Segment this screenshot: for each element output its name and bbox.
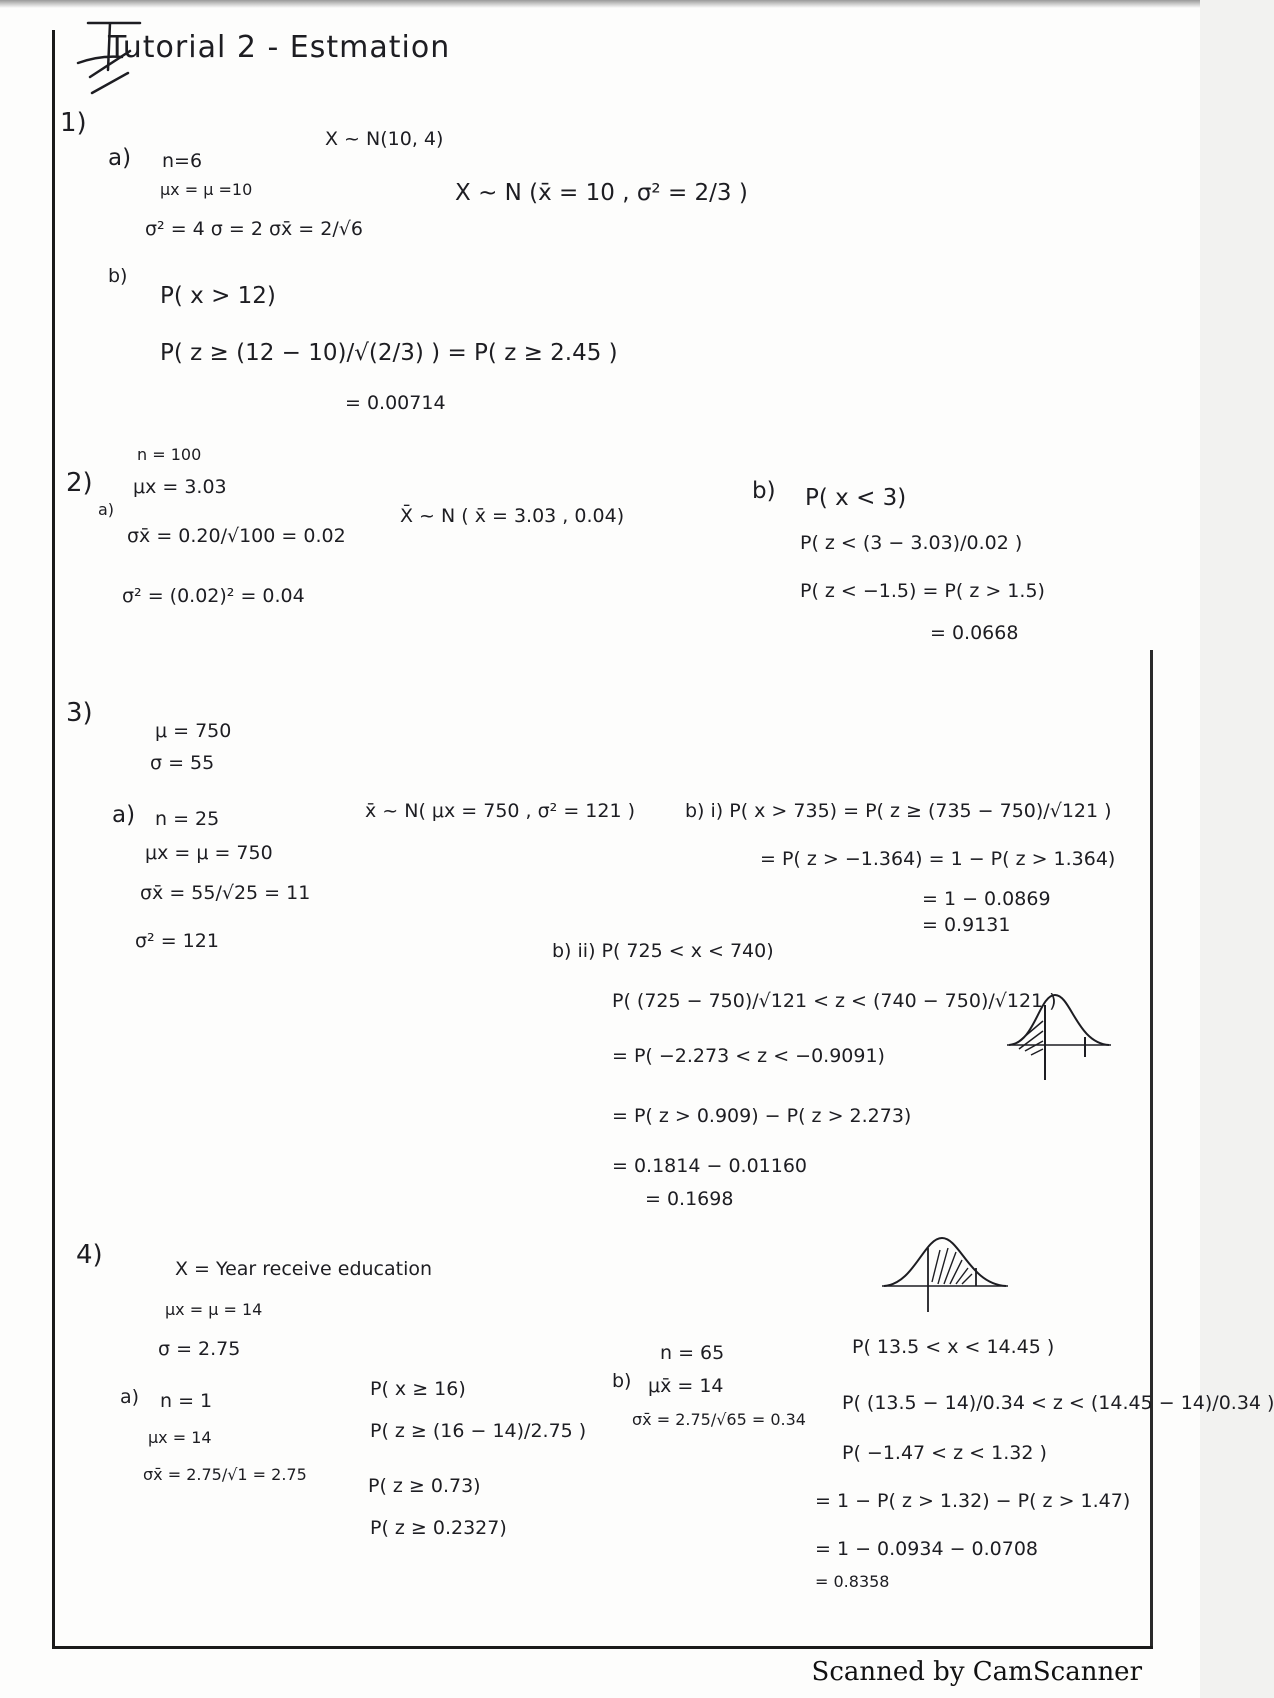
q2-b-line3: P( z < −1.5) = P( z > 1.5) <box>800 580 1045 602</box>
q3-bii-line6: = 0.1698 <box>645 1188 734 1210</box>
q4-b-p6: = 0.8358 <box>815 1572 890 1591</box>
q4-mu: μx = μ = 14 <box>165 1300 263 1319</box>
q1-b-label: b) <box>108 265 128 287</box>
q3-a-sigma-x: σx̄ = 55/√25 = 11 <box>140 882 311 904</box>
q1-b-line2: P( z ≥ (12 − 10)/√(2/3) ) = P( z ≥ 2.45 ) <box>160 340 618 366</box>
q2-mu: μx = 3.03 <box>133 476 227 498</box>
q1-dist-given: X ~ N(10, 4) <box>325 128 444 150</box>
q3-mu: μ = 750 <box>155 720 232 742</box>
q1-b-line3: = 0.00714 <box>345 392 446 414</box>
q4-a-mu: μx = 14 <box>148 1428 212 1447</box>
q1-dist-sample: X ~ N (x̄ = 10 , σ² = 2/3 ) <box>455 180 748 206</box>
q3-sigma: σ = 55 <box>150 752 215 774</box>
q4-sigma: σ = 2.75 <box>158 1338 241 1360</box>
q2-b-line1: P( x < 3) <box>805 485 907 511</box>
q2-b-line4: = 0.0668 <box>930 622 1019 644</box>
q3-a-var: σ² = 121 <box>135 930 219 952</box>
q4-b-sigma-x: σx̄ = 2.75/√65 = 0.34 <box>632 1410 806 1429</box>
q2-sigma-sq: σ² = (0.02)² = 0.04 <box>122 585 305 607</box>
q4-b-n: n = 65 <box>660 1342 725 1364</box>
scan-shadow <box>0 0 1200 8</box>
q1-sigma: σ² = 4 σ = 2 σx̄ = 2/√6 <box>145 218 363 240</box>
q1-number: 1) <box>60 108 87 138</box>
page-title: Tutorial 2 - Estmation <box>108 30 451 65</box>
q1-a-label: a) <box>108 145 132 171</box>
page-edge-bottom <box>52 1646 1153 1649</box>
q4-b-p2: P( (13.5 − 14)/0.34 < z < (14.45 − 14)/0.34 ) <box>842 1392 1274 1414</box>
q4-b-p3: P( −1.47 < z < 1.32 ) <box>842 1442 1047 1464</box>
q2-n: n = 100 <box>137 445 202 464</box>
q3-bi-line3: = 1 − 0.0869 <box>922 888 1051 910</box>
q1-mu: μx = μ =10 <box>160 180 253 199</box>
q2-sigma-x: σx̄ = 0.20/√100 = 0.02 <box>127 525 346 547</box>
q3-bi-line2: = P( z > −1.364) = 1 − P( z > 1.364) <box>760 848 1116 870</box>
q4-a-n: n = 1 <box>160 1390 213 1412</box>
q1-n: n=6 <box>162 150 203 172</box>
q2-a-label: a) <box>98 500 115 519</box>
q3-number: 3) <box>66 698 93 728</box>
q3-bii-line4: = P( z > 0.909) − P( z > 2.273) <box>612 1105 912 1127</box>
q2-number: 2) <box>66 468 93 498</box>
q3-bii-line5: = 0.1814 − 0.01160 <box>612 1155 808 1177</box>
q2-b-line2: P( z < (3 − 3.03)/0.02 ) <box>800 532 1023 554</box>
q4-b-mu: μx̄ = 14 <box>648 1375 724 1397</box>
q4-a-sigma-x: σx̄ = 2.75/√1 = 2.75 <box>143 1465 307 1484</box>
q3-bi-line1: b) i) P( x > 735) = P( z ≥ (735 − 750)/√121 ) <box>685 800 1112 822</box>
q1-b-line1: P( x > 12) <box>160 283 276 309</box>
q3-a-mu: μx = μ = 750 <box>145 842 273 864</box>
q4-a-p3: P( z ≥ 0.73) <box>368 1475 481 1497</box>
q4-x-def: X = Year receive education <box>175 1258 433 1280</box>
normal-curve-sketch-1 <box>1005 985 1115 1085</box>
page-edge-left <box>52 30 55 1648</box>
q4-a-p2: P( z ≥ (16 − 14)/2.75 ) <box>370 1420 587 1442</box>
q3-bii-line1: b) ii) P( 725 < x < 740) <box>552 940 774 962</box>
q4-number: 4) <box>76 1240 103 1270</box>
q4-a-p1: P( x ≥ 16) <box>370 1378 466 1400</box>
page-edge-right <box>1150 650 1153 1648</box>
q4-b-label: b) <box>612 1370 632 1392</box>
q3-a-label: a) <box>112 802 136 828</box>
q2-dist: X̄ ~ N ( x̄ = 3.03 , 0.04) <box>400 505 625 527</box>
q4-b-p1: P( 13.5 < x < 14.45 ) <box>852 1336 1055 1358</box>
q3-bii-line2: P( (725 − 750)/√121 < z < (740 − 750)/√121 ) <box>612 990 1057 1012</box>
q3-a-n: n = 25 <box>155 808 220 830</box>
q4-b-p5: = 1 − 0.0934 − 0.0708 <box>815 1538 1039 1560</box>
q4-b-p4: = 1 − P( z > 1.32) − P( z > 1.47) <box>815 1490 1131 1512</box>
normal-curve-sketch-2 <box>880 1228 1010 1318</box>
q3-dist: x̄ ~ N( μx = 750 , σ² = 121 ) <box>365 800 635 822</box>
q4-a-p4: P( z ≥ 0.2327) <box>370 1517 507 1539</box>
q4-a-label: a) <box>120 1386 140 1408</box>
scanner-watermark: Scanned by CamScanner <box>811 1657 1142 1687</box>
q2-b-label: b) <box>752 478 776 504</box>
q3-bii-line3: = P( −2.273 < z < −0.9091) <box>612 1045 885 1067</box>
q3-bi-line4: = 0.9131 <box>922 914 1011 936</box>
